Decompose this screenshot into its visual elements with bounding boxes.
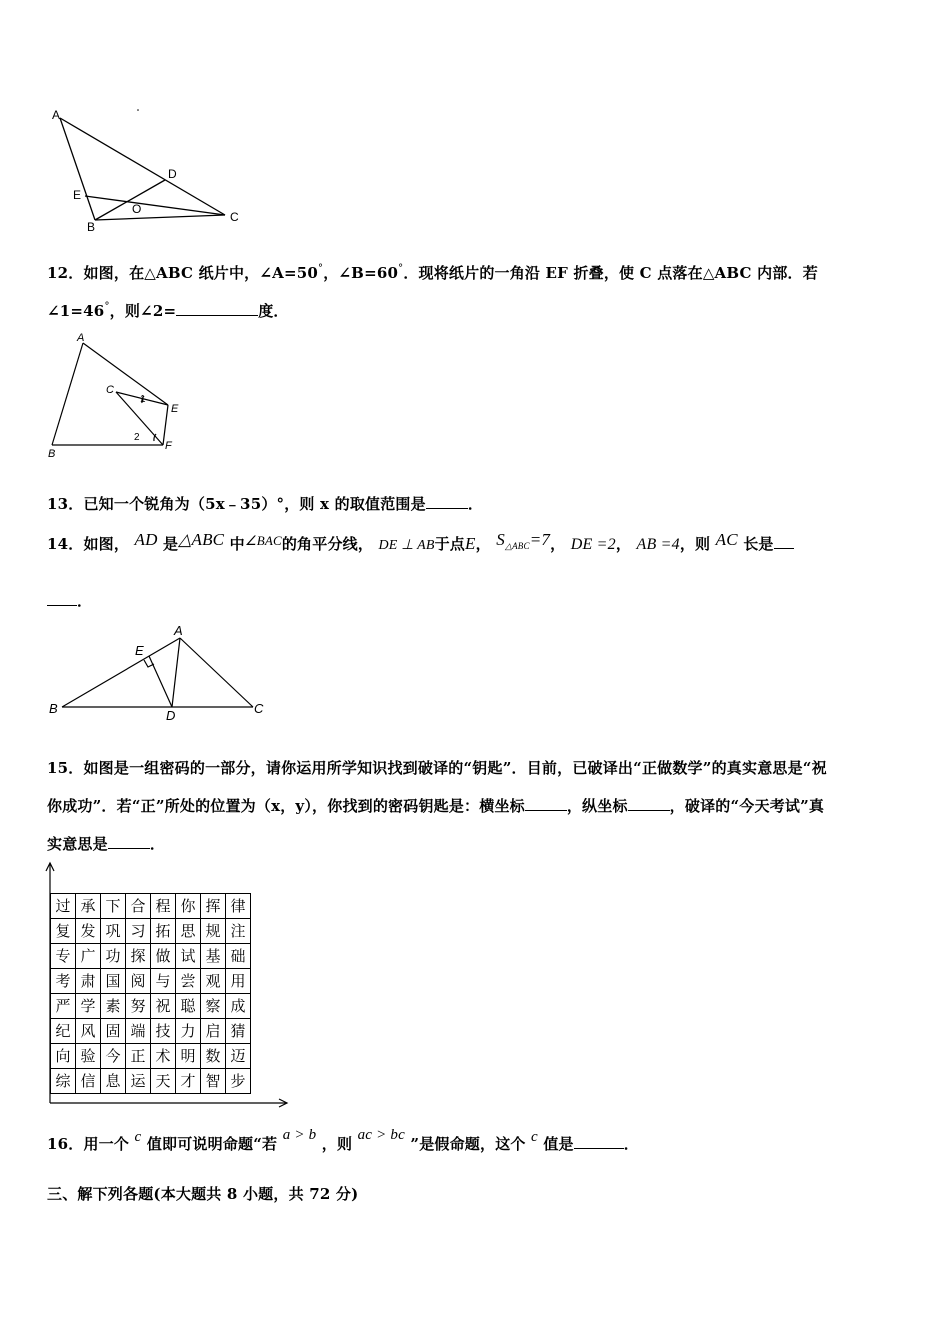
question-15-line1: 15．如图是一组密码的一部分，请你运用所学知识找到破译的“钥匙”．目前，已破译出“正做数学”的真实意思是“祝 [47, 759, 827, 777]
cipher-cell: 技 [151, 1019, 176, 1044]
cipher-cell: 考 [51, 969, 76, 994]
section-3-title: 三、解下列各题(本大题共 8 小题，共 72 分) [47, 1185, 359, 1203]
cipher-cell: 息 [101, 1069, 126, 1094]
cipher-cell: 祝 [151, 994, 176, 1019]
answer-blank-q15-x[interactable] [525, 796, 567, 811]
fig12-label-2: 2 [134, 432, 140, 443]
cipher-cell: 纪 [51, 1019, 76, 1044]
question-14-line2: ． [47, 590, 92, 611]
answer-blank-q16[interactable] [574, 1134, 624, 1149]
cipher-cell: 验 [76, 1044, 101, 1069]
cipher-cell: 功 [101, 944, 126, 969]
cipher-cell: 巩 [101, 919, 126, 944]
question-12-line2: ∠1=46°，则∠2= 度． [47, 301, 289, 320]
fig11-label-a: A [52, 108, 61, 122]
fig12-label-1: 1 [140, 394, 146, 405]
cipher-row [51, 894, 251, 919]
cipher-cell: 思 [176, 919, 201, 944]
question-16: 16．用一个 c 值即可说明命题“若 a > b ，则 ac > bc ”是假命题，这个 c 值是 ． [47, 1127, 639, 1153]
answer-blank-q12[interactable] [176, 301, 258, 316]
fig12-label-c: C [106, 384, 114, 396]
cipher-cell: 察 [201, 994, 226, 1019]
cipher-cell: 国 [101, 969, 126, 994]
fig11-label-c: C [230, 210, 239, 224]
cipher-cell: 学 [76, 994, 101, 1019]
cipher-cell: 合 [126, 894, 151, 919]
cipher-cell: 下 [101, 894, 126, 919]
cipher-cell: 程 [151, 894, 176, 919]
cipher-cell: 规 [201, 919, 226, 944]
fig14-label-c: C [254, 701, 264, 716]
cipher-row [51, 1069, 251, 1094]
cipher-cell: 探 [126, 944, 151, 969]
question-14-line1: 14．如图， AD 是△ABC 中∠BAC的角平分线， DE ⊥ AB于点E， S△ABC=7， DE =2， AB =4，则 AC 长是 [47, 533, 794, 554]
cipher-cell: 承 [76, 894, 101, 919]
answer-blank-q13[interactable] [426, 494, 468, 509]
cipher-cell: 猜 [226, 1019, 251, 1044]
cipher-cell: 正 [126, 1044, 151, 1069]
cipher-grid [50, 893, 251, 1094]
cipher-cell: 数 [201, 1044, 226, 1069]
cipher-cell: 尝 [176, 969, 201, 994]
cipher-cell: 发 [76, 919, 101, 944]
cipher-cell: 信 [76, 1069, 101, 1094]
fig11-label-b: B [87, 220, 96, 234]
cipher-cell: 才 [176, 1069, 201, 1094]
fig12-label-b: B [48, 448, 56, 460]
cipher-row [51, 969, 251, 994]
cipher-cell: 做 [151, 944, 176, 969]
cipher-cell: 明 [176, 1044, 201, 1069]
fig11-label-d: D [168, 167, 177, 181]
cipher-cell: 风 [76, 1019, 101, 1044]
question-12-line1: 12．如图，在△ABC 纸片中，∠A=50°，∠B=60°．现将纸片的一角沿 EF 折叠，使 C 点落在△ABC 内部．若 [47, 263, 818, 282]
cipher-cell: 成 [226, 994, 251, 1019]
cipher-cell: 固 [101, 1019, 126, 1044]
cipher-row [51, 1044, 251, 1069]
cipher-cell: 端 [126, 1019, 151, 1044]
answer-blank-q14-part1[interactable] [774, 534, 794, 549]
cipher-cell: 步 [226, 1069, 251, 1094]
cipher-cell: 术 [151, 1044, 176, 1069]
cipher-cell: 努 [126, 994, 151, 1019]
cipher-cell: 拓 [151, 919, 176, 944]
answer-blank-q15-y[interactable] [628, 796, 670, 811]
cipher-cell: 广 [76, 944, 101, 969]
cipher-cell: 力 [176, 1019, 201, 1044]
answer-blank-q15-meaning[interactable] [108, 834, 150, 849]
cipher-row [51, 944, 251, 969]
question-15-line3: 实意思是 ． [47, 835, 166, 853]
figure-triangle-abc-q11 [40, 100, 260, 240]
cipher-cell: 用 [226, 969, 251, 994]
fig12-label-e: E [171, 403, 179, 415]
cipher-cell: 过 [51, 894, 76, 919]
figure-folded-triangle-q12 [40, 330, 200, 465]
cipher-cell: 阅 [126, 969, 151, 994]
cipher-cell: 观 [201, 969, 226, 994]
cipher-cell: 专 [51, 944, 76, 969]
cipher-cell: 运 [126, 1069, 151, 1094]
cipher-cell: 聪 [176, 994, 201, 1019]
cipher-cell: 础 [226, 944, 251, 969]
cipher-cell: 智 [201, 1069, 226, 1094]
cipher-cell: 综 [51, 1069, 76, 1094]
fig11-label-e: E [73, 188, 82, 202]
question-13: 13．已知一个锐角为（5x﹣35）°，则 x 的取值范围是 ． [47, 495, 484, 513]
cipher-cell: 你 [176, 894, 201, 919]
cipher-cell: 素 [101, 994, 126, 1019]
fig12-label-a: A [77, 332, 85, 344]
cipher-cell: 挥 [201, 894, 226, 919]
cipher-cell: 肃 [76, 969, 101, 994]
cipher-cell: 律 [226, 894, 251, 919]
fig14-label-a: A [174, 623, 183, 638]
cipher-cell: 注 [226, 919, 251, 944]
cipher-cell: 启 [201, 1019, 226, 1044]
cipher-cell: 天 [151, 1069, 176, 1094]
cipher-cell: 试 [176, 944, 201, 969]
cipher-cell: 习 [126, 919, 151, 944]
question-15-line2: 你成功”．若“正”所处的位置为（x，y），你找到的密码钥匙是：横坐标 ，纵坐标 ，破译的“今天考试”真 [47, 797, 825, 815]
fig12-label-f: F [165, 440, 172, 452]
cipher-cell: 今 [101, 1044, 126, 1069]
fig14-label-e: E [135, 643, 144, 658]
fig14-label-b: B [49, 701, 58, 716]
cipher-cell: 基 [201, 944, 226, 969]
cipher-cell: 复 [51, 919, 76, 944]
cipher-row [51, 1019, 251, 1044]
cipher-cell: 严 [51, 994, 76, 1019]
cipher-cell: 向 [51, 1044, 76, 1069]
figure-angle-bisector-q14 [40, 620, 280, 730]
fig14-label-d: D [166, 708, 176, 723]
cipher-cell: 迈 [226, 1044, 251, 1069]
cipher-row [51, 994, 251, 1019]
cipher-row [51, 919, 251, 944]
answer-blank-q14-part2[interactable] [47, 591, 77, 606]
fig11-label-o: O [132, 202, 142, 216]
cipher-cell: 与 [151, 969, 176, 994]
